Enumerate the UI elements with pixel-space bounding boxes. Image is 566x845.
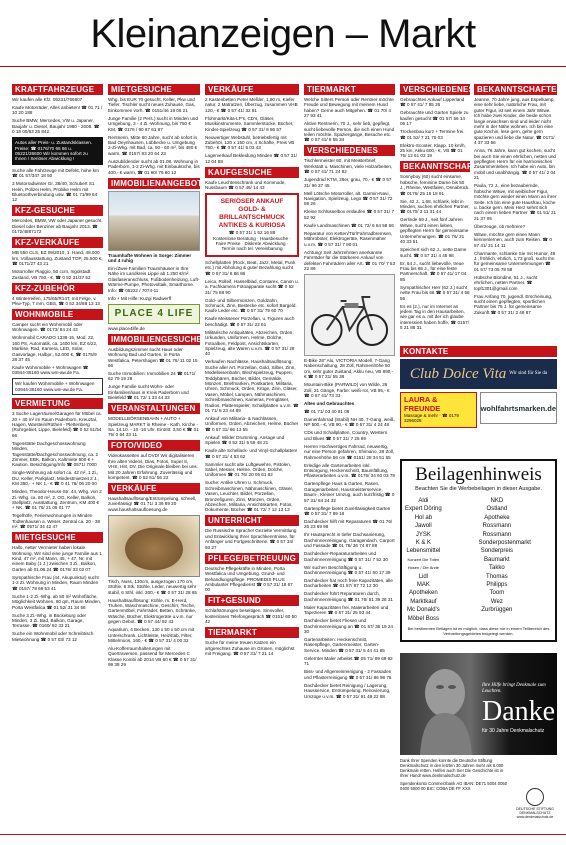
classified-ad: Suche 1-2 Zi.-Whg. ab 50 m² Wohnfläche, Möglichkeit Wohnen, 60 qm, Raum Minden, Porta Westfalica ☎ 01 52/ 31 34 56 [12, 593, 102, 610]
list-item: K & K Lebensmittel [406, 540, 441, 555]
classified-ad: Kaufe alte Schellack- und Vinyl-Schallplatten! ☎ 0 57 31/ 4 53 62 [205, 448, 298, 459]
classified-ad: Gartenpflege Haus & Garten, Rasen, Garagenarbeiten, Hausmeisterservice, Baum-, Kleiner Umzug, auch kurzfristig ☎ 0 57 31/ 84 24 32 [304, 481, 395, 503]
classified-ad: Paula, 72 J., eine bezaubernde, hübsche Witwe, mit weiblicher Figur, möchte gern wieder einen Mann an ihrer Seite. Ich bin eine gute Hausfrau, koche u. backe gern. Mein Herz sehnt sich nach einem lieben Partner. ☎ 01 51/ 21 21 37 05 [474, 183, 557, 221]
classified-ad: 2 Kastenbetten Peter Meßler, 1,90 m, Kiefer natur, 2 Matratzen, Überzug, zusammen VHB 120,- € ☎ 0 57 41/ 32 81 [205, 97, 298, 113]
classified-ad: Frau Anfang 70, jugendl. Erscheinung, sucht einen gepflegten, sportlichen Partner bis 75 J. für gemeinsame Zukunft ☎ 0 57 31/ 2 46 87 [474, 293, 553, 315]
classified-ad: Hübsche Blondine, 51 J., sucht ehrlichen, netten Partner. ☎ topf1301@gmail.com [474, 274, 538, 291]
beilagenhinweis-box [400, 459, 557, 642]
classified-ad: Charmante, schlanke Sie mit Humor, 49 J., fröhlich, ehrlich, 1,73 groß, sucht Ihn für gemeinsame Unternehmungen ☎ 01 57/ 73 05 78 58 [474, 250, 556, 272]
classified-ad: Es es (2.), nur im Internet an jedem Tag in den Hausarbeiten, wie gar es a. mit der ich glaube interessiert haben hoffe, ☎ 0157/ 5 21 88 31 [400, 303, 469, 331]
classified-ad: Achtung! Seit Jahrzehnten anerkannte Fahrräder für die Stärkeren Ankauf von defekten Fahrrädern aller Art. ☎ 01 70/ 7 53 22 86 [304, 249, 396, 271]
section-header-kfz-verkaeufe: KFZ-VERKÄUFE [12, 237, 103, 248]
classified-ad: Dachdecker bietet Reinigung / Lagerung, Hausservice, Entrümpelung, Renovierung, Umzüge u.v.m. ☎ 0 57 31/ 91 48 22 88 [304, 682, 391, 699]
classified-ad: Trockenbau kurz + Termine frei. ☎ 01 52/ 7 21 75 03 [400, 129, 465, 140]
classified-ad-heading: Altes und Gebrauchtes [304, 400, 355, 406]
section-header-veranstaltungen: VERANSTALTUNGEN [108, 403, 200, 414]
list-item: Mc Donald's [406, 607, 440, 614]
list-item: Möbel Boss [407, 615, 440, 622]
list-item: Ostland Apotheke [484, 506, 510, 521]
classified-ad: Sammler sucht alte Luftgewehre, Pistolen, Säbel, Messer, Helme, Orden, Dolche, Uniformen ☎ 01 76/ 20 06 61 82 [205, 461, 292, 478]
classified-ad: ☎ 01 71/ 03 40 81 06 [304, 408, 350, 414]
place4life-logo: PLACE 4 LIFE [108, 304, 200, 324]
denkmalschutz-text [400, 758, 557, 819]
classified-ad: Aquarium, 4 Becken, 130 x 50 x 50 cm mit Unterschrank, Lichtleiste, Heizstab, Filter, Mittelmoos, 160,- € ☎ 0 57 31/ 4 00 32 [108, 627, 195, 644]
list-item: Thomas Philipps [486, 573, 508, 589]
classified-ad: Witwe, möchte gern einen Mann kennenlernen, auch zum Reisen. ☎ 0 57 41/ 31 14 11 [474, 231, 552, 248]
classified-ad: 4 Winterreifen, 175/65/R14T, mit Felge, v. Pkw-Typ, 7 mm, GBS, ☎ 0 52 34/88 13 13 [12, 295, 100, 306]
bicycle-icon [305, 275, 394, 355]
classified-ad: Kaufe Motorräder, Alles anbieten! ☎ 01 71 / 10 20 188 [12, 105, 103, 116]
list-item: Sonderpostenmarkt [478, 540, 531, 547]
section-header-mietgesuche: MIETGESUCHE [108, 84, 200, 95]
section-header-kontakte: KONTAKTE [400, 346, 557, 357]
classified-ad: Tisch, Nuss, 130cm, ausgezogen 170 cm, Stühle, 6 Stk. Stühle, Leder, neuwertig sehr stabil, 6 Sthl. inkl. 300,- € ☎ 0 57 31/ 28 65 [108, 578, 197, 595]
house-ad-info: Info + Mit Hilfe: Kuzgi Radwerff [108, 295, 172, 301]
list-item: Takko [489, 565, 505, 572]
classified-ad: Junge Familie sucht Wohn- oder Einfamilienhaus in Kreis Paderborn und Bielefeld ☎ 01 72/ 1 33 44 33 [108, 384, 189, 401]
beilagen-left-column [405, 497, 479, 623]
section-header-verkaeufe: VERKÄUFE [205, 84, 299, 95]
kontakte-block [400, 344, 557, 431]
classified-ad: Kaufe Leuchtenschrank und Kommode, Nussbaum ☎ 0 57 46/ 14 43 [205, 179, 286, 191]
classified-ad: Kaufe Landmaschinen ☎ 01 72/ 6 64 58 66 [304, 222, 394, 228]
display-ad-wohlfahrtsmarken: wohlfahrtsmarken.de [480, 392, 557, 424]
classified-ad: Mountain-Bike (PARWILD) von Wilde, 26 Zoll, 21 Gänge, Farbe: weiß-rot, VB 95,- € ☎ 0 57 41/ 73 33 [304, 382, 390, 398]
section-header-immobilienangebote: IMMOBILIENANGEBOTE [108, 178, 200, 189]
classified-ad: Ihr Hautsprecht in tiefer Dachsanierung, Dachrinnenreinigung, Garagendach, Carport und Fassade ☎ 01 76/ 36 74 87 88 [304, 532, 395, 549]
classified-ad: Biss- und Allgemeinreinigung - 2 Fassaden und Pflasterreinigung ☎ 0 57 31/ 86 98 76 [304, 669, 392, 680]
classified-ad: Erledige alle Gartenarbeiten inkl. Entsorgung, Heckenschnitt, Baumfällung, Pflasterarbeiten u.v.m. ☎ 0176/ 34 60 03 79 [304, 462, 395, 479]
classified-ad: Suche ein Wohnmobil oder Schreibtisch Mietwohnung ☎ 0 57 03/ 73 12 [12, 631, 94, 642]
classified-ad: Deutsche Pflegekräfte in Minden, Porta Westfalica und Umgebung. Grund- und Behandlungspflege. PROMEDIS PLUS Ambulanter Pflegedienst ☎ 0 57 31/ 18 67 00 [205, 565, 293, 593]
danke-quote: Ihre Hilfe bringt Denkmale zum Leuchten. [482, 683, 546, 694]
classified-ad: Hallo, netter Vermieter haben lokale Wohnung, Wir sind eine junge Familie aus 1 Kind, 47 m², mit Mann, 45, + 47, Nr. mit einem Baby (1 J.) zwischen 3 Zi., Balkon, Garten ab 01.06.24 ☎ 0176/ 33 02 07 [12, 545, 102, 572]
classified-ad: Die Russische Sprache! Gezielte Vermittlung und Entwicklung Ihrer Sprachkenntnisse, für Anfänger und Fortgeschrittene. ☎ 0 57 34/ 93 27 [205, 528, 297, 550]
laura-text: Massage & mehr · ☎ 0179 3296028 [404, 413, 459, 424]
section-header-kfz-zubehoer: KFZ-ZUBEHÖR [12, 283, 103, 294]
classified-ad: 3 Motorradwinter Gr. 38/40, Schubert S1 Helm, Polizei Helm, Probike Helm mit Bluetoothverbindung usw. ☎ 01 71/99 64 12 [12, 181, 98, 203]
classified-ad: Dachdecker-Reparaturarbeiten und Dachrinnenreinigung ☎ 0 57 31/ 7 52 30 [304, 551, 388, 562]
classified-ad: Dachdecker hilft mit Reparaturen ☎ 01 76/ 26 23 69 98 [304, 519, 393, 530]
classified-ad: Wohnmobil CARADO 1338-15, Mod. 22, 160 PS, Automatik, ca. 1400 km, EZ 6/22, Markise, Rad, Kamera, LED, Solar, Gasvorlage, Halbpr., 52.000 €, ☎ 0175/9 28 37 45 [12, 335, 98, 362]
classified-ad: Suche Immobilien: Immobilien 24 ☎ 0171/ 62 79 19 28 [108, 370, 196, 382]
danke-body: Dank Ihrer Spenden konnte die Deutsche Stiftung Denkmalschutz in den letzten 30 Jahren mehr als 6.000 Denkmale retten. Helfen auch Sie! Die Geschichte ist in Ihrer Hand! www.denkmalschutz.de [400, 758, 504, 778]
classified-ad: Ankauf von Militaria- & Nachlässen, Uniformen, Orden, Abzeichen, Helme, Bücher ☎ 0 57 31/ 66 13 55 [205, 416, 299, 432]
classified-ad: Suche für meine treuen Katzen ein artgerechtes Zuhause im Grünen, möglichst mit Freigang. ☎ 0 57 31/ 7 21 14 [205, 640, 295, 656]
beilagen-footnote: Bei bestimmten Beilagen ist es möglich, dass diese nur in einem Teilbereich des Verbreitungsgebietes beigelegt werden. [407, 626, 550, 637]
classified-ad: CDs und Schallplatten, Country, Western und Blues ☎ 0 57 31/ 7 25 69 [304, 430, 388, 441]
list-item: Lidl [418, 573, 429, 580]
column-2 [108, 82, 208, 670]
section-header-tiermarkt: TIERMARKT [205, 627, 299, 638]
seal-icon [526, 788, 544, 806]
list-item: Konzert Die Toten Hosen / Die Ärzte [407, 556, 440, 571]
dolce-vita-sub: Wir sind für Sie da [509, 371, 548, 376]
classified-ad: Suche 3 Zi.-Whg. in Bückeburg oder Minden, 3 Zi. Bad, Balkon, Garage, Terrasse. ☎ 0160/ 92 33 21 [12, 612, 87, 629]
classified-ad: MODELLBÖRSENBAHN + AUTO + Spielzeug MARKT in Rheine - Kath. Kirche - Sa. 14.10. - 10 -16 Uhr. Eintritt: 3,50 € ☎ 01 75/ 0 64 33 11 [108, 416, 199, 438]
display-ad-denkmalschutz [400, 653, 557, 755]
section-header-tiermarkt: TIERMARKT [304, 84, 395, 95]
classified-ad: Suche: Antike Uhren u. Schmuck, Schreibmaschinen, Nähmaschinen, Gläser, Vasen, Leuchter, Bilder, Porzellan, Bronzefiguren, Zinn, Münzen, Orden, Abzeichen, Militaria, Ansichtskarten, Fotos, Dokumente, Bücher ☎ 01 72/ 7 12 13 13 [205, 480, 294, 513]
ankauf-phone: ☎ 0 57 31/ 1 52 16 88 [228, 230, 276, 236]
display-ad-autoankauf: Autos aller Preis- u. Zustandsklassen. Preise: ☎ 0176/70 66 66 u. 05221/36600 Wir kommen sofort zu Ihnen ! Seriöser Abwicklung ! [12, 137, 103, 165]
kontakte-row [400, 392, 557, 431]
classified-ad: Gerlinde 69 J., seit fünf Jahren Witwe, sucht einen lieben, gepflegten Herrn für gemeinsame Unternehmungen. ☎ 01 76/ 21 40 33 51 [400, 217, 469, 245]
classified-ad: Junge Familie (2 Pers.) sucht in Minden und Umgebung, 3 - 4 Zi.-Wohnung, bis 750 € KM, ☎ 0176 / 90 67 61 87 [108, 115, 198, 132]
list-item: NKD [490, 498, 504, 504]
ankauf-line-3: ANTIKES & KURIOSA [218, 222, 286, 230]
beilagen-title: Beilagenhinweis [415, 464, 542, 485]
page-title: Kleinanzeigen – Markt [90, 12, 476, 56]
masthead [0, 0, 566, 67]
section-header-verkaeufe: VERKÄUFE [108, 483, 200, 494]
classified-ad: Tagesstätte Dachgeschosswohnung Minden, Tagesstätte/Dachgeschosswohnung, ca. 2 Zimmer, EBK, Balkon, Kaltmiete 600 € + Kaution. Besichtigung/Info ☎ 0571/ 7000 [12, 440, 99, 468]
display-ad-dolce-vita [400, 359, 557, 389]
classified-ad: Haushaltsauflösung: Kühle, m. E-Herd, Truhen, Waschmaschine, Geschirr, Tische, Gartenmöbel, Fahrräder, Betten, Schränke, Wäsche, Bücher, Elektrogeräte u.v.m. nur gegen Gebot. ☎ 0 57 44/ 92 43 [108, 597, 197, 625]
classified-ad: Lagerverkauf Bekleidung Minden ☎ 0 57 31/ 12 04 88 [205, 153, 298, 164]
classified-ad: Sympathische Frau (44, Akupunktur) sucht 1-2 Zi. Wohnung in Minden, Raum Minden ☎ 0157/ 78 66 53 41 [12, 574, 99, 591]
section-header-verschiedenes: VERSCHIEDENES [400, 84, 470, 95]
classified-ad: Jugendrad KTM, 26er, grau, 70,- € ☎ 0 57 31/ 96 37 45 [304, 177, 392, 188]
section-header-bekanntschaften: BEKANNTSCHAFTEN [400, 161, 470, 172]
ankauf-line-2: GOLD- & BRILLANTSCHMUCK [219, 206, 285, 222]
list-item: Hol ab [414, 514, 433, 521]
section-header-kaufgesuche: KAUFGESUCHE [205, 167, 299, 178]
section-header-mietgesuche: MIETGESUCHE [12, 532, 103, 543]
page-footer-rule [0, 834, 566, 845]
list-item: Expert Döring [405, 506, 442, 513]
ankauf-title: SERIÖSER ANKAUF [220, 198, 284, 206]
classified-ad: Haushaltsauflösung/Entrümpelung, schnell, zuverlässig! ☎ 01 71/ 3 36 89 20 www.haushaltsaufloesung.de [108, 495, 197, 512]
classified-ad: Motorroller Piaggio, 50 ccm, Ingolstadt Zustand, VB 750,- €, ☎ 0 52 31/37 52 [12, 269, 91, 280]
classified-ad: Reparatur von Ketten/Tür/Fahrradbremsen, Mähroboter, Elektrogeräte, Rasenmäher u.v.m. ☎ 0 57 31/ 7 90 01 [304, 230, 393, 247]
section-header-pflege-betreuung: PFLEGE/BETREUUNG [205, 553, 299, 564]
classified-ad: Anna, 76 Jahre, kann gut kochen, sucht bei auch Sie einen ehrlichen, netten und gepflegten Herrn für ein harmonisches Zusammenleben. Ich habe ein Auto, bin mobil und unabhängig. ☎ 0 57 41/ 2 04 21 [474, 148, 556, 181]
classified-ad: Flohmarkt/Kita-LP's, CD's, Gläser, Musikinstrumente, Sammlerstücke, Bücher, Kinder-Spielzeug ☎ 0 57 31/ 8 86 57 [205, 115, 294, 132]
column-3 [205, 82, 299, 659]
column-6 [474, 82, 563, 340]
classified-ad: Aktive Rentnerin, 70 J., sehr lieb, gepflegt, sucht liebevolle Person, die sich einen Hund teilen möchte. Spaziergänge, Besuche etc. ☎ 0 57 41/ 8 55 34 [304, 121, 395, 143]
list-item: Marktkauf [410, 598, 437, 605]
list-item: Rossmann [482, 523, 512, 530]
classified-ad: Schlafstörungen beseitigen. Sinnvoller, kostenloses Telefongespräch ☎ 0151/ 60 50 42 [205, 608, 297, 625]
table-photo [108, 515, 200, 577]
classified-ad: Elektro-Scooter, Klapp. 10 km/h, 25 km, Akku 600,- €, VB ☎ 01 76/ 12 61 03 19 [400, 142, 466, 159]
beilagen-subtitle: Beachten Sie die Werbebeilagen in dieser Ausgabe. [415, 486, 542, 492]
classified-ad: Wir suchen Beschäftigung u. Dachrinnenreinigung ☎ 0 57 41/ 50 17 39 [304, 564, 391, 576]
ankauf-text: Kostenlose Beratung · Hausbesuche · Faire Preise · Diskrete Abwicklung · Termin nach tel. Vereinbarung [213, 235, 291, 252]
classified-ad: Welche Sitters Person oder Rentner möchte Freude und Bewegung mit meinem Hund haben? Gerne auch Mitgehen. ☎ 01 70/ 4 27 93 41 [304, 97, 394, 119]
classified-ad: MB 550 CLS, EZ 09/2010, 1. Hand, 48.000 km, Vollausstattung, Zustand TOP, 25.500 €, ☎ 0171/27 43 21 [12, 250, 103, 267]
house-ad-text: Ein-/Zwei-Familien Traumhäuser in Ihre Nähe im Landkreis Lippe ab 1.250 €/m². Glasfaseranschluss, Fußbodenheizung, Luft-Wärme-Pumpe, Photovoltaik, Smarthome. Info: ☎ 05222 / 7074-11 [108, 266, 200, 293]
classified-ad: Dachdecker führt Reparaturen durch, Dachrinnenreinigung ☎ 01 76/ 51 39 28 31 [304, 591, 393, 602]
section-header-kfz-gesuche: KFZ-GESUCHE [12, 205, 103, 216]
classified-ad: Gebrauchtes Ankauf Lipperland ☎ 0 57 41/ 7 85 26 [400, 97, 465, 108]
classified-ad: Tischlermeister 60, mit Meisterbrief, Werkstatt u. Maschinen, viele Holzarbeiten, ☎ 0 57 41/ 71 24 82 [304, 158, 393, 175]
classified-ad: Dachdecker hat noch freie Kapazitäten, alle Dacharbeiten ☎ 01 57/ 87 72 12 30 [304, 578, 393, 589]
classified-ad: Maler Kapazitäten frei. Malerarbeiten und Tapezieren ☎ 0 57 31/ 25 93 44 [304, 604, 389, 616]
beilagen-right-column [479, 497, 553, 623]
list-item: Toom [489, 590, 505, 597]
classified-ad: Camper sucht ein Wohnmobil oder Wohnwagen. ☎ 0173/ 84 24 43 [12, 321, 83, 333]
classified-ad: Gold- und Silbermünzen, Goldzahn, Schmuck, Zinn, Bestecke etc. sofort Bargeld. Kaufe Leder etc. ☎ 0 57 31/ 79 60 70 [205, 297, 297, 314]
classified-ad: Neuwertiger Webstuhl, betriebsfertig mit Zubehör, 120 x 150 cm, 4 Schäfte, Preis VB 750,- € ☎ 0 57 41/ 5 03 43 [205, 134, 295, 151]
classified-ad: Sonnyboy (60) sucht einsame, hübsche, feminine Dame bis 50 J., Rheine, Westfalen, Osnabrück. ☎ 0176/ 25 15 18 91 [400, 174, 470, 196]
classified-ad: Rentnerin, Mitte 60 Jahre, sucht ab sofort in Bad Oeynhausen, Lübbecke u. Umgebung 2-Zi-Whg. mit Bad, ca. 50 - 60 m², bis 480 € warm, ☎ 0157/ 83 20 64 23 [108, 134, 198, 156]
denkmalschutz-logo [513, 788, 557, 819]
classified-ad: Alu-Kofferraumhalterungen mit Quertraversen, passend für Mercedes C Klasse Kombi ab 2014 VB 60 € ☎ 0 57 31/ 99 38 29 [108, 646, 197, 668]
classified-ad: Mercedes, BMW, VW oder Japaner gesucht. Diesel oder Benziner ab Baujahr 2013. ☎ 0172/4887172 [12, 218, 103, 235]
classified-ad: Er, 64 J., sucht liebevolle, treue Frau bis 65 J., für eine feste Partnerschaft. ☎ 0 57 41/ 17 04 85 [400, 260, 467, 282]
classified-ad: Videokassetten auf DVD! Wir digitalisieren Ihre alten Videos, Dias, Fotos, Super 8, VHS, Hi8, DV. Die Originale bleiben bei uns. Mit 20 Jahren Erfahrung. Zuverlässig und kompetent. ☎ 0 52 51/ 56 22 [108, 453, 198, 480]
classified-ad: Gartenpflege bietet Zuverlässigkeit Garten ☎ 0 57 31/ 7 89 18 [304, 505, 391, 516]
classified-ad: Gebrauchte und Garten Spiele zu kaufen gesucht ☎ 01 57/ 56 14 05 17 [400, 110, 469, 127]
classified-ad: Kaufe Meissener Porzellan, u. Figuren auch beschädigt. ☎ 0 57 31/ 22 61 [205, 316, 295, 327]
classified-ad: Kaufe Wohnmobile + Wohnwagen ☎ 03944-36160 www.wm-aw.de Fa. [12, 364, 89, 376]
classified-ad: Sympathischer Herr (62 J.) sucht nette Frau bis 66 ☎ 0 57 31/ 4 56 56 [400, 284, 470, 301]
house-ad-web: www.place4life.de [108, 325, 145, 331]
danke-bank: Spendenkonto Commerzbank AG IBAN: DE71 5004 0050 0400 5000 00 BIC: COBA DE FF XXX [400, 781, 508, 791]
classified-ad: Kleine Schlüsselbox entlaufen ☎ 0 57 31/ 7 52 92 [304, 209, 394, 220]
column-1 [12, 82, 103, 645]
column-4 [304, 82, 395, 702]
classified-ad: Wir kaufen alle Kfz. 05231/766607 [12, 97, 83, 102]
classified-ad: Militärische Antiquitäten, Abzeichen, Orden, Urkunden, Uniformen, Helme, Dolche, Fotoalben, Feldpost, Ansichtskarten, Spielzeug, alte Waren u.v.m. ☎ 0 57 31/ 28 40 [205, 329, 295, 357]
classified-ad: Sie, 42 J., 1,68, schlank, lebt in Minden, suchen ehrlichen Partner, ☎ 0170/ 3 11 31 44 [400, 198, 470, 215]
classified-ad: Überzeuge, ob mehrere? [474, 223, 526, 229]
list-item: Rossmann [482, 531, 512, 538]
laura-name: LAURA & FREUNDE [404, 395, 441, 413]
classified-ad: Whg. bis EUR 70 gesucht, Keller, Pkw und Tiefer. Tischler sucht neues Zuhause, Gas, Einkommen vorh. ☎ 0151/46 19 06 21 [108, 97, 196, 113]
danke-subtitle: für 30 Jahre Denkmalschutz [482, 728, 545, 734]
section-header-kraftfahrzeuge: KRAFTFAHRZEUGE [12, 84, 103, 95]
classified-ad: 3 Suche Lagerräume/Garagen für Möbel ca. 20 + 40 m² im Raum Paderborn, Kreuztal, Hagen, Warstein/Rüthen - Plettenberg (Ruhrgebiet, Lippe, Bielefeld) ☎ 0 52 51/54 66 [12, 411, 102, 438]
display-ad-wohnmobile: Wir kaufen Wohnmobile + Wohnwagen 03944-36160 www.wm-aw.de Fa. [12, 378, 103, 395]
classified-ad: Auszubildender sucht ab 01.08. Wohnung in Paderborn, 1-2 Zi-Whg. mit Einbauküche, bis 400,- € warm, ☎ 01 60/ 76 60 12 [108, 158, 200, 175]
section-header-immobiliengesuche: IMMOBILIENGESUCHE [108, 334, 200, 345]
classified-ad: Gelernter Maler arbeitet ☎ 05 71/ 89 69 92 71 [304, 655, 393, 667]
classified-ad: Herren Hochwertiges Fahrrad, neuwertig, nur eine Person gefahren, Shimano, 28 Zoll, Rahmenhöhe 56 cm ☎ 0151/ 28 34 51 65 [304, 443, 395, 460]
classified-ad: Damenfahrrad (Stabil) NH 40, 7-Gang, weiß, NP 500,- €, VB 90,- € ☎ 0 57 31/ 4 24 48 [304, 416, 395, 428]
section-header-foto-video: FOTO/VIDEO [108, 440, 200, 451]
display-ad-laura [400, 392, 477, 428]
classified-ad: Schellplatten (Rock, Beat, Jazz, Metal, Punk etc.) mit Abholung & guter Bezahlung sucht ☎ 0 57 31/ 8 86 86 [205, 259, 296, 276]
section-header-vermietung: VERMIETUNG [12, 398, 103, 409]
classified-ad: Jeanne, 70 Jahre jung, aus Espelkamp, eine sehr liebe, natürliche Frau, mit guter Figur, ist seit einem Jahr Witwe. Ich habe zwei Kinder, die beide schon lange erwachsen sind und leider nicht mehr in der Nähe wohnen. Ich bin eine gute Köchin, lese gern, gehe gern spazieren und liebe die Natur. ☎ 0171/ 4 37 33 66 [474, 97, 555, 146]
list-item: MAK Apotheken [409, 582, 438, 597]
classified-ad: Ausbildungszimmer sucht Haus oder Wohnung Bad und Garten, in Porta Westfalica, Petershagen ☎ 01 76/ 11 02 15 66 [108, 346, 198, 368]
classified-ad: Dachdecker bietet Fliesen und Dachrinnenreinigung an ☎ 01 57/ 36 19 24 30 [304, 618, 393, 635]
classified-ad: Minden, Theodor-Heuss-Str. 44, Whg. von 2 Zi.-Whg. ca. 60 m², 2. OG, Keller, Balkon, Stellplatz, Ausstattung, Zentrum, KM 400 € + NK. ☎ 01 76/ 21 06 01 77 [12, 489, 102, 511]
classified-ad: Suche BMW, Mercedes, VW u. Japaner, Baujahr u. Diesel, Baujahr 1980 - 2008. ☎ 0 18 00/63 25 842 [12, 118, 100, 135]
display-ad-ankauf [205, 193, 299, 257]
classified-ad: Ankauf: Wilder Drumming, Ansage und Spielen ☎ 0 52 31/ 5 55 48 21 [205, 434, 285, 446]
classified-ad: Suche alle Fahrzeuge mit Defekt, hohe km ☎ 01 57/347 18 50 [12, 167, 99, 179]
classified-ad: Mell Lötsche Motorroller, alt. Garmin-Navi, Navigation, Spielzeug, Lego ☎ 0 57 31/ 72 59 26 [304, 190, 393, 207]
denkmalschutz-web: www.denkmalschutz.de [516, 815, 554, 819]
house-ad-caption: Traumhafte Wohnen in Sorge: Zimmer und 4 ruhig [108, 252, 192, 264]
section-header-fit-gesund: FIT+GESUND [205, 595, 299, 606]
ebike-photo [304, 274, 395, 356]
list-item: Jawoll [415, 523, 432, 530]
denkmalschutz-logo-text: DEUTSCHE STIFTUNG DENKMALSCHUTZ [516, 807, 554, 815]
house-photo [108, 191, 200, 251]
list-item: Aldi [418, 498, 429, 504]
section-header-wohnmobile: WOHNMOBILE [12, 309, 103, 320]
classified-ad: Tegelhöfe, Ferienwohnungen in Minden Todtenhausen a. Weser. Zentral ca. 20 - 38 m². ☎ 0571/ 34 42 47 [12, 513, 101, 530]
list-item: Sonderpreis Baumarkt [480, 548, 514, 563]
classified-ad: Speichert sich 62 J., nette Dame sucht. ☎ 0 57 31/ 4 45 98 [400, 247, 467, 258]
classified-ad: Gartenarbeiten: Heckenschnitt, Rasenpflege, Gartenmeister, Garten-Service. Minden ☎ 0 57 31/ 5 44 41 65 [304, 637, 385, 653]
list-item: Zurbrüggen [481, 607, 513, 614]
classified-ad: Verkaufen Nachlässe, Haushaltsauflösung: Suche aller Art. Porzellan, Gold, Silber, Zinn, Modelleisenbahn, Blechspielzeug, Puppen, Teddybären, Bücher, Bilder, Gemälde, Münzen, Briefmarken, Postkarten, Militaria, Uhren, Schmuck, Orden, Krüge, Zinn, Gläser, Vasen, Möbel, Lampen, Nähmaschinen, Schreibmaschinen, Kameras, Ferngläser, Radios, Plattenspieler, Schallplatten u.v.m. ☎ 01 71/ 8 23 44 89 [205, 359, 299, 413]
list-item: Wez [490, 598, 503, 605]
dolce-vita-name: Club Dolce Vita [409, 365, 507, 382]
classified-ad: Leica, Rolleif, Hasselblad, Contarex, Canon u. a. Fachkamera Fotoapparate sucht ☎ 0 52 31/ 75 88 90 [205, 278, 299, 295]
section-header-unterricht: UNTERRICHT [205, 515, 299, 526]
section-header-verschiedenes: VERSCHIEDENES [304, 145, 395, 156]
section-header-bekanntschaften: BEKANNTSCHAFTEN [474, 84, 557, 95]
danke-title: Danke [482, 696, 556, 727]
classified-ad: Single-Wohnung ab sofort ca. 42 m², 1 Zi., DU, Keller, Parkplatz, Mindestmietzeit 2 J., KM 350,- + NK 1,- € ☎ 0 41 76/ 06 20 00 [12, 470, 99, 487]
list-item: JYSK [415, 531, 431, 538]
beilagen-list [405, 497, 552, 623]
classified-ad: E-Bike 28" Alu, VICTORIA Modell, 7-Gang Nabenschaltung, 28 Zoll, Rahmenhöhe 50 cm, sehr guter Zustand, Akku neu, VB 890,- € ☎ 0 57 31/ 55 38 [304, 357, 394, 380]
